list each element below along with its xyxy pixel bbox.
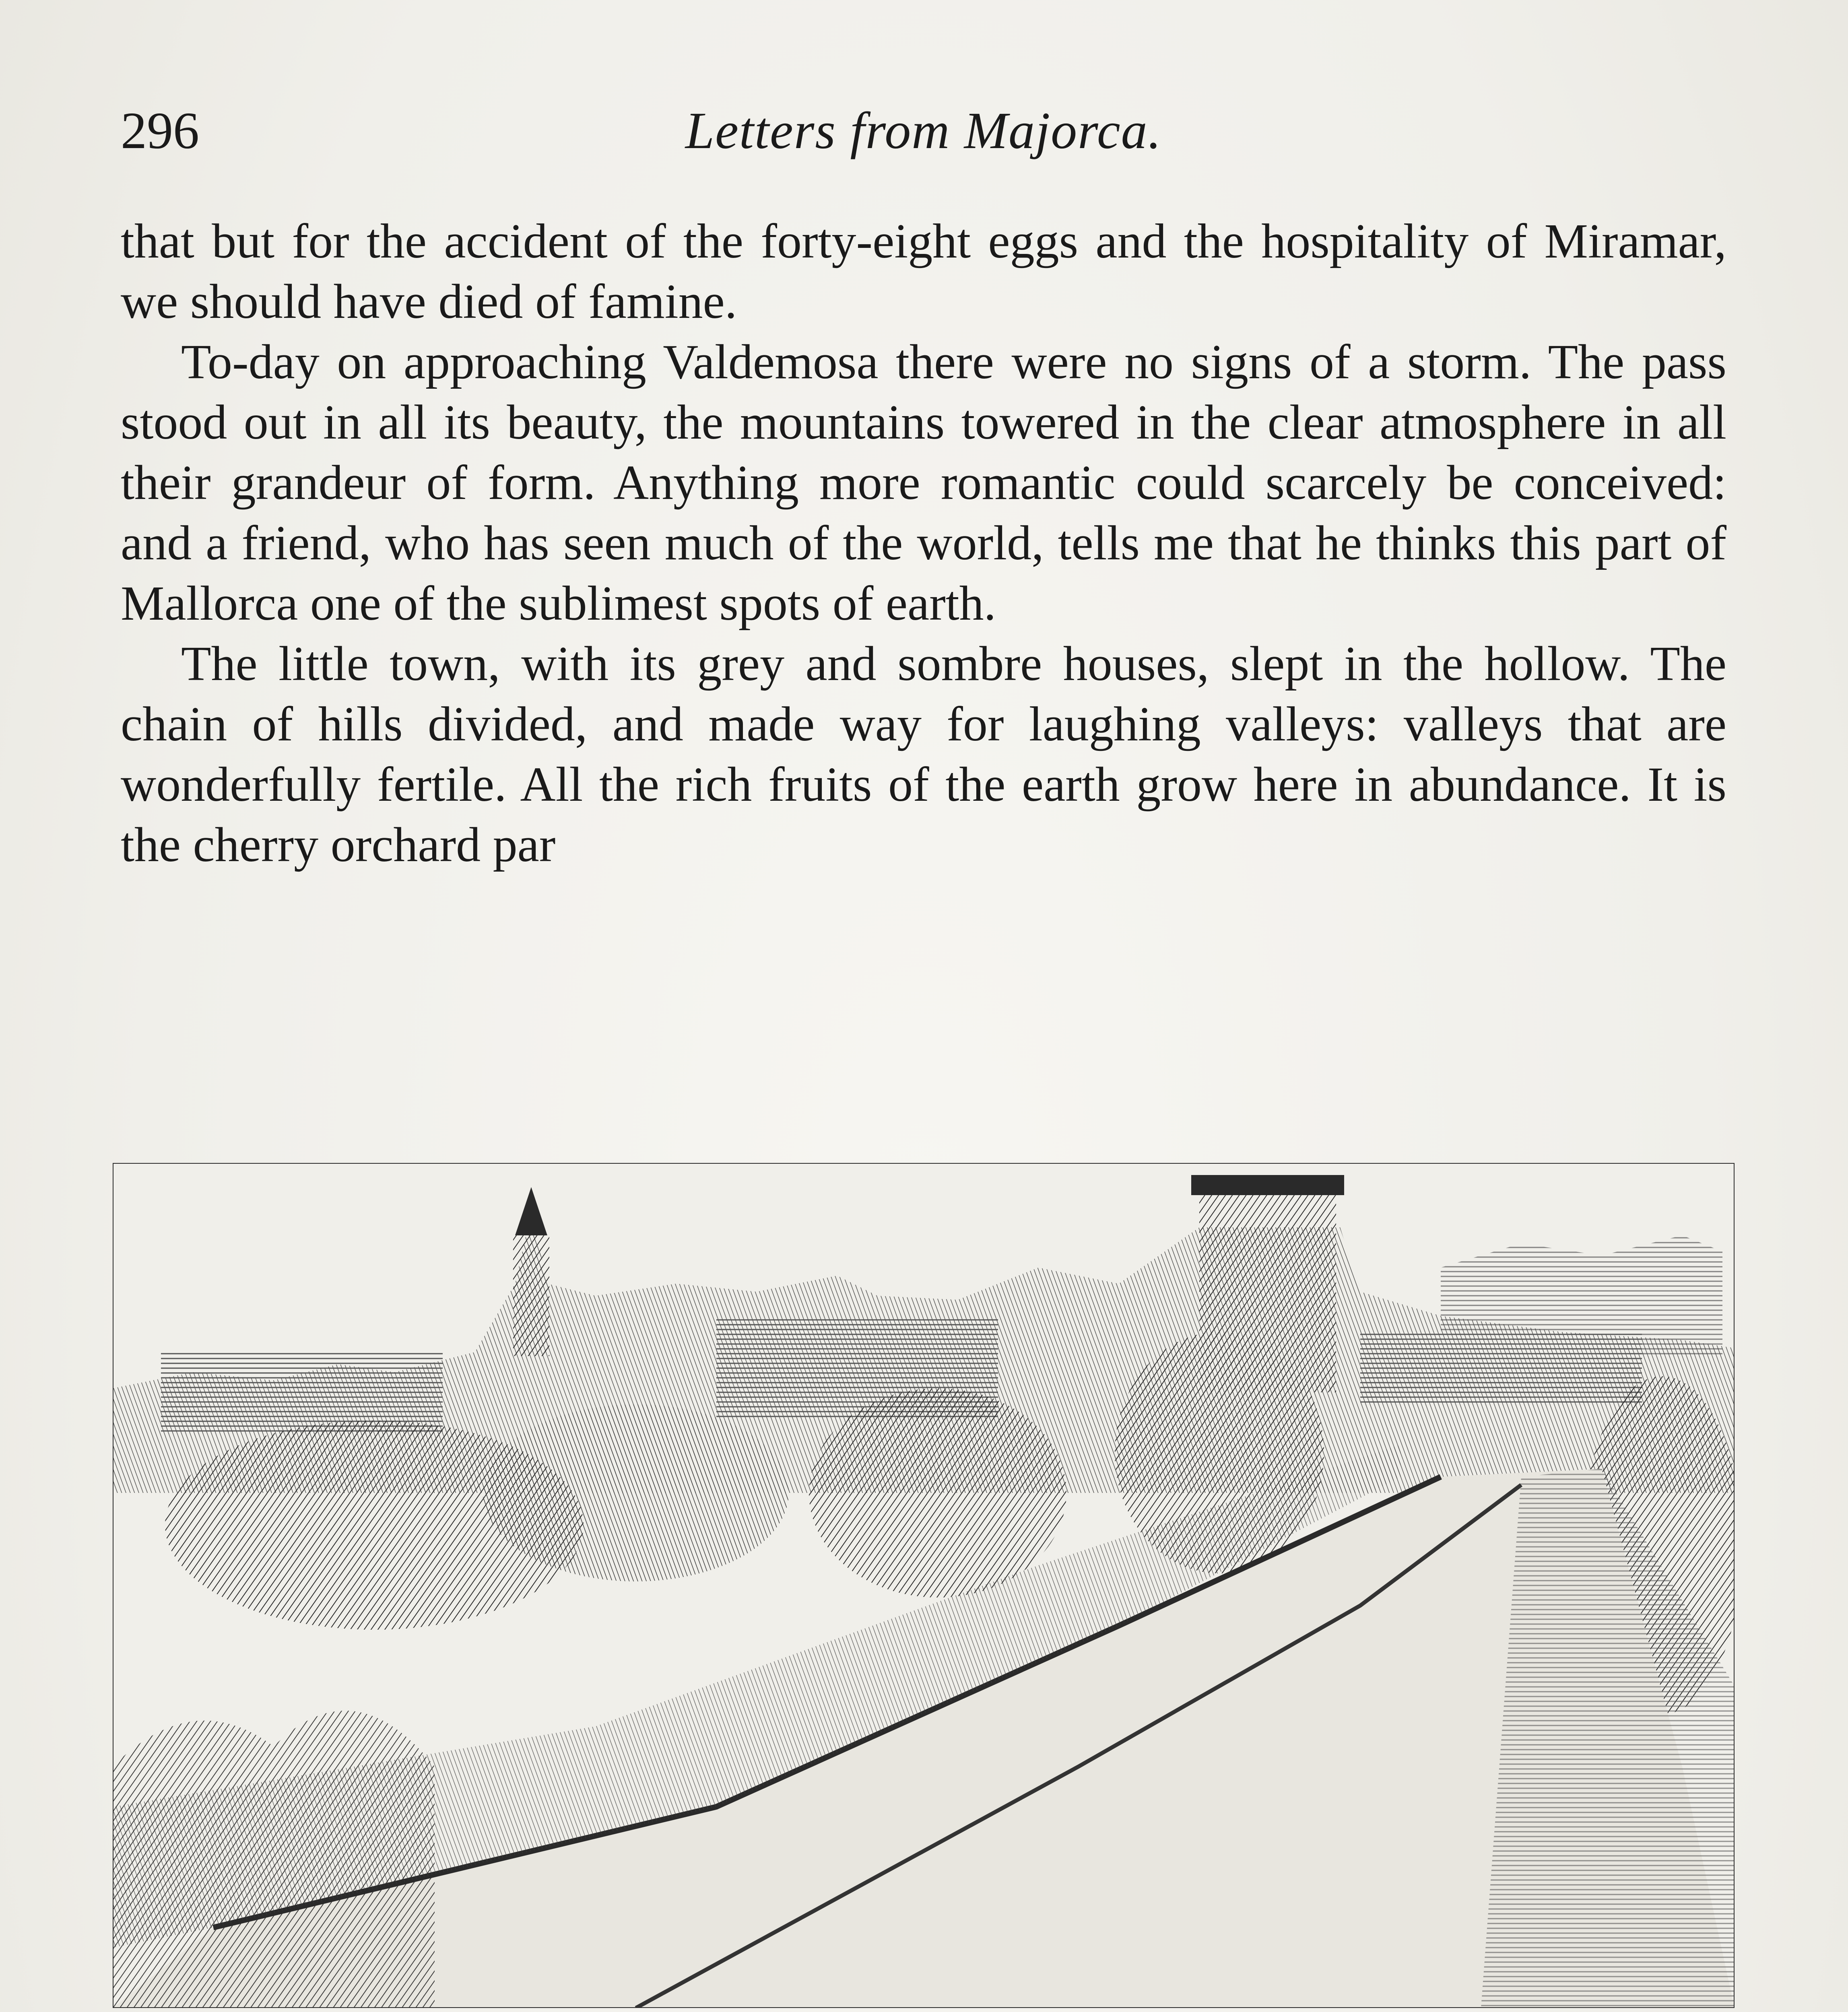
paragraph: that but for the accident of the forty-eight eggs and the hospitality of Miramar, we should have died of famine. [121,214,1726,329]
running-title: Letters from Majorca. [685,102,1162,160]
page-number: 296 [121,102,199,160]
paragraph: To-day on approaching Valdemosa there were no signs of a storm. The pass stood out in all its beauty, the mountains towered in the clear atmosphere in all their grandeur of form. Anything more romantic could scarcely be conceived: and a friend, who has seen much of the world, tells me that he thinks this part of Mallorca one of the sublimest spots of earth. [121,335,1726,631]
body-text-top [121,211,1726,875]
monastery-illustration [113,1163,1735,2008]
engraving-image [113,1163,1735,2008]
running-head [121,97,1726,165]
paragraph: The little town, with its grey and sombre houses, slept in the hollow. The chain of hills divided, and made way for laughing valleys: valleys that are wonderfully fertile. All the rich fruits of the earth grow here in abundance. It is the cherry orchard par [121,637,1726,872]
